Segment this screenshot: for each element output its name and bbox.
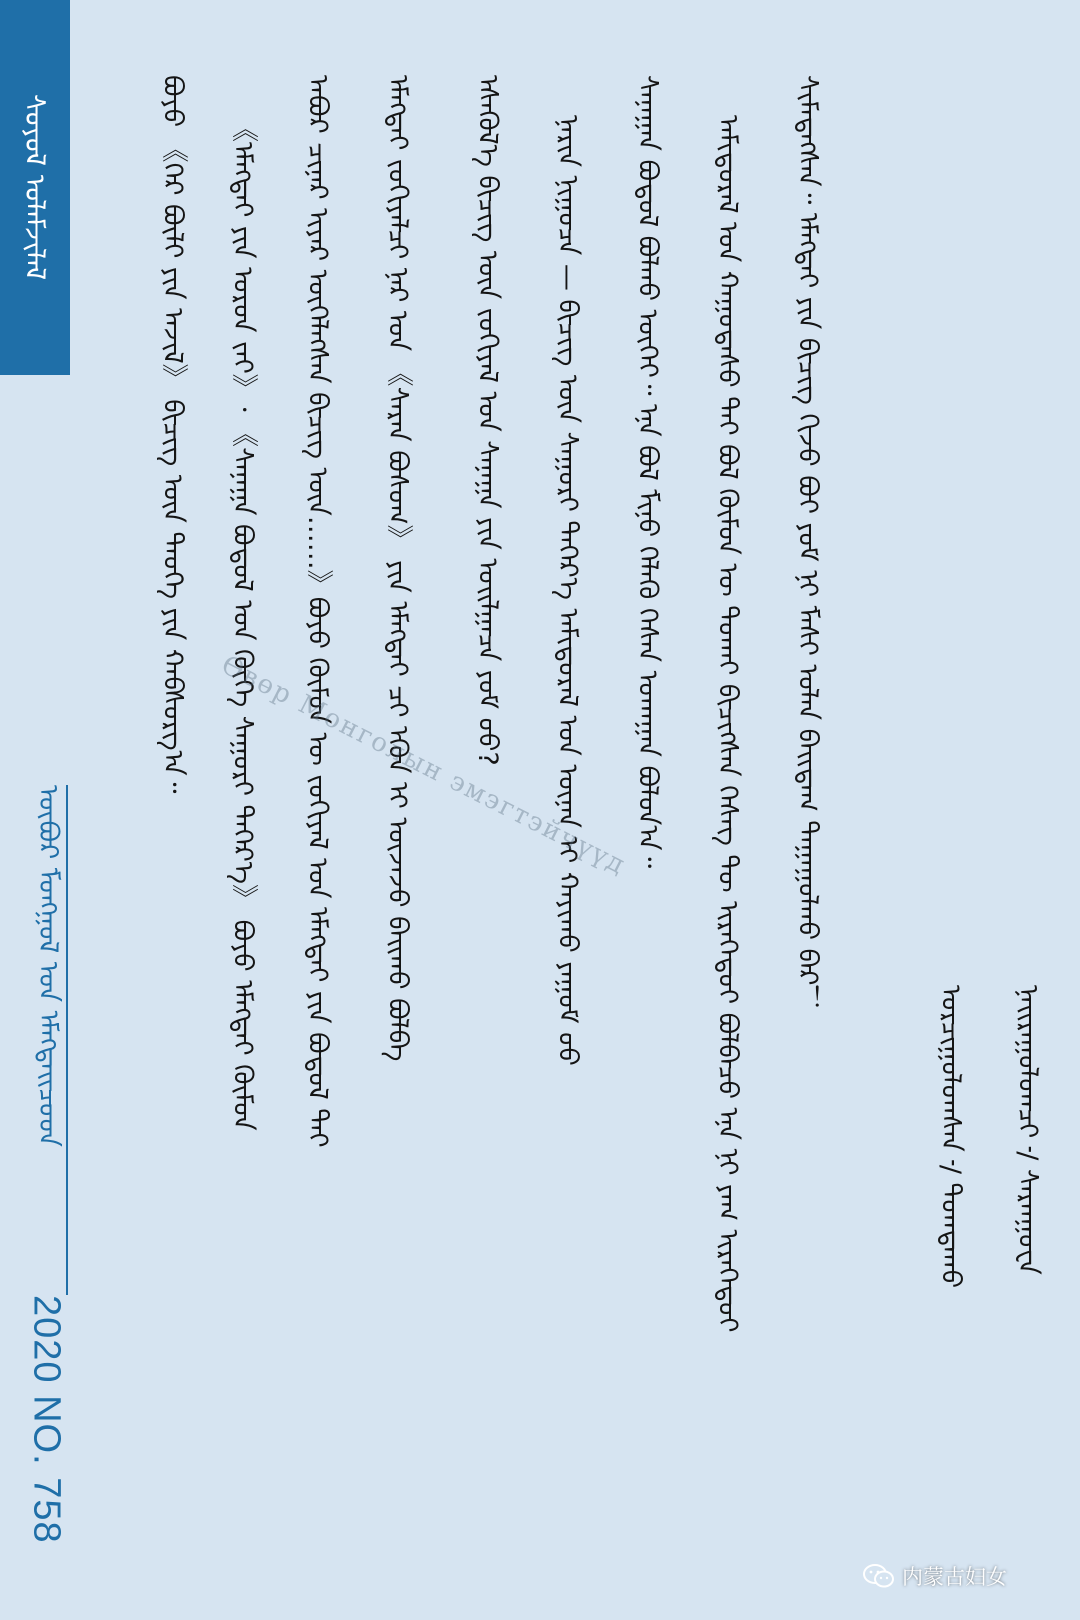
body-line: ᠪᠤᠶᠤ 《ᠭᠡᠷ ᠪᠦᠯᠢ ᠶᠢᠨ ᠠᠵᠢᠯ》 ᠪᠢᠴᠢᠭ ᠦᠨ ᠲᠡᠦᠬᠡ ᠶᠢᠨ ᠬᠠᠪᠰᠤᠷᠭ᠎ᠠ᠃ <box>157 75 188 794</box>
watermark: Өвөр Монголын эмэгтэйчүүд <box>216 650 631 882</box>
body-line: ᠠᠪᠤᠷ ᠴᠢᠨᠠᠷ ᠢᠶᠠᠷ ᠦᠭᠡᠯᠡᠭᠰᠡᠨ ᠪᠢᠴᠢᠭ ᠦᠨ……》ᠪᠤᠶᠤ ᠬᠥᠮᠦᠨ ᠦ ᠵᠣᠬᠢᠶᠠᠯ ᠤᠨ ᠡᠮᠡᠭᠲᠡᠢ ᠶᠢᠨ ᠪᠣᠳᠣᠯ ᠲᠠᠶ <box>302 75 333 1148</box>
body-line: 《ᠡᠮᠡᠭᠲᠡᠢ ᠶᠢᠨ ᠣᠷᠣᠨ ᠵᠠᠢ》᠂ 《ᠰᠠᠨᠠᠭᠠ ᠪᠣᠳᠣᠯ ᠤᠨ ᠬᠥᠬᠡ ᠰᠠᠭᠤᠷᠢ ᠳᠡᠭᠡᠷ᠎ᠡ》 ᠪᠤᠶᠤ ᠡᠮᠡᠭᠲᠡᠢ ᠬᠦᠮᠦᠨ <box>227 115 258 1131</box>
body-line: ᠠᠮᠢᠳᠤᠷᠠᠯ ᠤᠨ ᠬᠠᠭᠤᠳᠠᠰᠤ ᠲᠡᠢ ᠪᠣᠯ ᠬᠥᠮᠦᠨ ᠦ ᠲᠤᠬᠠᠢ ᠪᠢᠴᠢᠭᠰᠡᠨ ᠬᠡᠰᠡᠭ ᠲᠦ ᠢᠷᠡᠭᠡᠳᠦᠢ ᠪᠣᠯᠪᠠᠴᠤ ᠡᠨᠡ ᠨᠢ ᠶᠠᠭ ᠢᠷᠡᠭᠡᠳᠦᠢ <box>712 115 743 1333</box>
body-line: ᠰᠢᠮᠡᠳᠡᠭᠰᠡᠨ᠃ ᠡᠮᠡᠭᠲᠡᠢ ᠶᠢᠨ ᠪᠢᠴᠢᠭ ᠬᠢᠵᠦ ᠪᠤᠢ ᠶᠤᠮ ᠨᠢ ᠮᠠᠰᠢ ᠣᠯᠠᠨ ᠪᠠᠢᠳᠠᠭ ᠳᠠᠭᠠᠭᠤᠯᠬᠤ ᠪᠠᠷ！ <box>792 75 823 1013</box>
journal-divider <box>66 785 68 1295</box>
body-line: ᠰᠠᠨᠠᠭᠠᠨ ᠪᠣᠳᠣᠯ ᠪᠣᠯᠬᠤ ᠦᠭᠡᠢ᠃ ᠡᠨᠡ ᠪᠣᠯ ᠮᠢᠨᠤ ᠬᠡᠯᠡᠬᠦ ᠭᠡᠰᠡᠨ ᠤᠬᠠᠭᠠᠨ ᠪᠣᠯᠤᠨ᠎ᠠ᠃ <box>632 75 663 869</box>
credit-line: ᠨᠠᠢᠷᠠᠭᠤᠯᠤᠭᠴᠢ ᠊/ ᠰᠠᠷᠠᠨᠭᠤᠸᠠ <box>1012 985 1043 1275</box>
body-line: ᠡᠰᠡᠬᠦᠯ᠎ᠡ ᠪᠢᠴᠢᠭ ᠦᠨ ᠵᠣᠬᠢᠶᠠᠯ ᠤᠨ ᠰᠠᠨᠠᠭᠠ ᠶᠢᠨ ᠣᠢᠯᠭᠠᠴᠠ ᠶᠤᠮ ᠤᠤ? <box>472 75 503 766</box>
wechat-icon <box>862 1562 896 1590</box>
wechat-badge <box>862 1556 1062 1596</box>
body-line: ᠨᠠᠷᠢᠨ ᠨᠢᠭᠤᠴᠠ — ᠪᠢᠴᠢᠭ ᠦᠨ ᠰᠠᠭᠤᠷᠢ ᠳᠡᠭᠡᠷ᠎ᠡ ᠠᠮᠢᠳᠤᠷᠠᠯ ᠤᠨ ᠦᠨᠡᠨ ᠢ ᠬᠠᠶᠢᠬᠤ ᠶᠠᠭᠤᠮ ᠤᠤ <box>552 115 583 1066</box>
body-line: ᠡᠮᠡᠭᠲᠡᠢ ᠵᠣᠬᠢᠶᠠᠯᠴᠢ ᠨᠠᠷ ᠤᠨ 《ᠰᠠᠷᠠᠨ ᠪᠤᠰᠤᠭ》 ᠶᠢᠨ ᠡᠮᠡᠭᠲᠡᠢ ᠴᠢ ᠡᠭᠦᠨ ᠢ ᠦᠵᠡᠵᠦ ᠪᠠᠢᠬᠤ ᠪᠣᠯᠪᠠ <box>382 75 413 1062</box>
section-tab-label: ᠰᠣᠶᠣᠯ ᠤᠯᠠᠮᠵᠢᠯᠠᠯ <box>18 94 52 281</box>
credit-line: ᠣᠷᠴᠢᠭᠤᠯᠤᠭᠰᠠᠨ ᠊/ ᠲᠣᠭᠲᠠᠬᠤ <box>935 985 966 1289</box>
issue-number: 2020 NO. 758 <box>25 1295 68 1544</box>
journal-title: ᠥᠪᠦᠷ ᠮᠣᠩᠭᠣᠯ ᠤᠨ ᠡᠮᠡᠭᠲᠡᠢᠴᠦᠳ <box>32 785 64 1147</box>
wechat-account-name: 内蒙古妇女 <box>902 1565 1007 1589</box>
